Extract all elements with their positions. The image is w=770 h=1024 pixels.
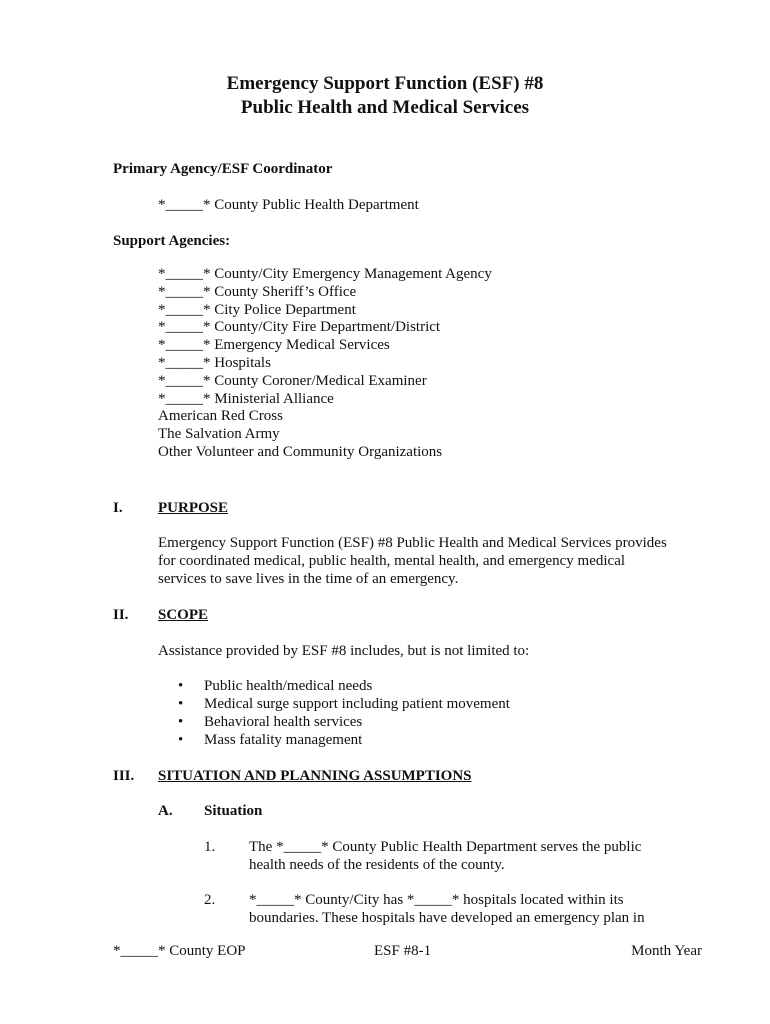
- list-item: *_____* County Sheriff’s Office: [158, 283, 357, 300]
- subsection-heading: Situation: [204, 803, 263, 819]
- bullet-icon: •: [178, 678, 184, 694]
- bullet-icon: •: [178, 732, 184, 748]
- purpose-line: services to save lives in the time of an emergency.: [158, 571, 459, 587]
- situation-item-line: health needs of the residents of the county.: [249, 857, 505, 873]
- situation-item-line: The *_____* County Public Health Department serves the public: [249, 839, 642, 855]
- bullet-text: Medical surge support including patient movement: [204, 696, 510, 712]
- bullet-text: Public health/medical needs: [204, 678, 373, 694]
- section-number-purpose: I.: [113, 500, 123, 516]
- purpose-line: Emergency Support Function (ESF) #8 Public Health and Medical Services provides: [158, 535, 667, 551]
- support-agencies-heading: Support Agencies:: [113, 233, 231, 249]
- list-item: *_____* Hospitals: [158, 354, 271, 371]
- scope-bullet-list: [178, 677, 510, 749]
- bullet-icon: •: [178, 714, 184, 730]
- scope-intro: Assistance provided by ESF #8 includes, but is not limited to:: [158, 643, 530, 659]
- primary-agency-heading: Primary Agency/ESF Coordinator: [113, 161, 333, 177]
- section-number-situation: III.: [113, 768, 135, 784]
- subsection-letter: A.: [158, 803, 173, 819]
- section-heading-situation: SITUATION AND PLANNING ASSUMPTIONS: [158, 768, 472, 784]
- list-item: Other Volunteer and Community Organizations: [158, 443, 443, 460]
- purpose-paragraph: [158, 534, 667, 588]
- list-item: American Red Cross: [158, 408, 283, 425]
- situation-item-line: *_____* County/City has *_____* hospitals located within its: [249, 892, 624, 908]
- list-item: [178, 731, 510, 749]
- purpose-line: for coordinated medical, public health, mental health, and emergency medical: [158, 553, 626, 569]
- list-item: *_____* City Police Department: [158, 301, 356, 318]
- list-item: *_____* County Coroner/Medical Examiner: [158, 372, 427, 389]
- support-agencies-list: [158, 266, 492, 462]
- list-item: [178, 695, 510, 713]
- situation-item-number: 1.: [204, 839, 216, 855]
- list-item: [178, 677, 510, 695]
- list-item: [178, 713, 510, 731]
- footer-right: Month Year: [631, 943, 702, 959]
- list-item: *_____* County/City Fire Department/District: [158, 319, 441, 336]
- list-item: *_____* Emergency Medical Services: [158, 337, 390, 354]
- bullet-text: Behavioral health services: [204, 714, 363, 730]
- list-item: The Salvation Army: [158, 426, 280, 443]
- bullet-text: Mass fatality management: [204, 732, 363, 748]
- list-item: *_____* County/City Emergency Management Agency: [158, 266, 492, 282]
- document-title-line-2: Public Health and Medical Services: [240, 97, 530, 118]
- section-heading-scope: SCOPE: [158, 607, 209, 623]
- footer-left: *_____* County EOP: [113, 943, 246, 959]
- list-item: *_____* Ministerial Alliance: [158, 390, 334, 407]
- document-title-line-1: Emergency Support Function (ESF) #8: [226, 73, 544, 94]
- footer-page-number: ESF #8-1: [374, 943, 432, 959]
- section-heading-purpose: PURPOSE: [158, 500, 229, 516]
- situation-item-line: boundaries. These hospitals have developed an emergency plan in: [249, 910, 645, 926]
- primary-agency-name: *_____* County Public Health Department: [158, 197, 419, 213]
- situation-item-number: 2.: [204, 892, 216, 908]
- section-number-scope: II.: [113, 607, 129, 623]
- bullet-icon: •: [178, 696, 184, 712]
